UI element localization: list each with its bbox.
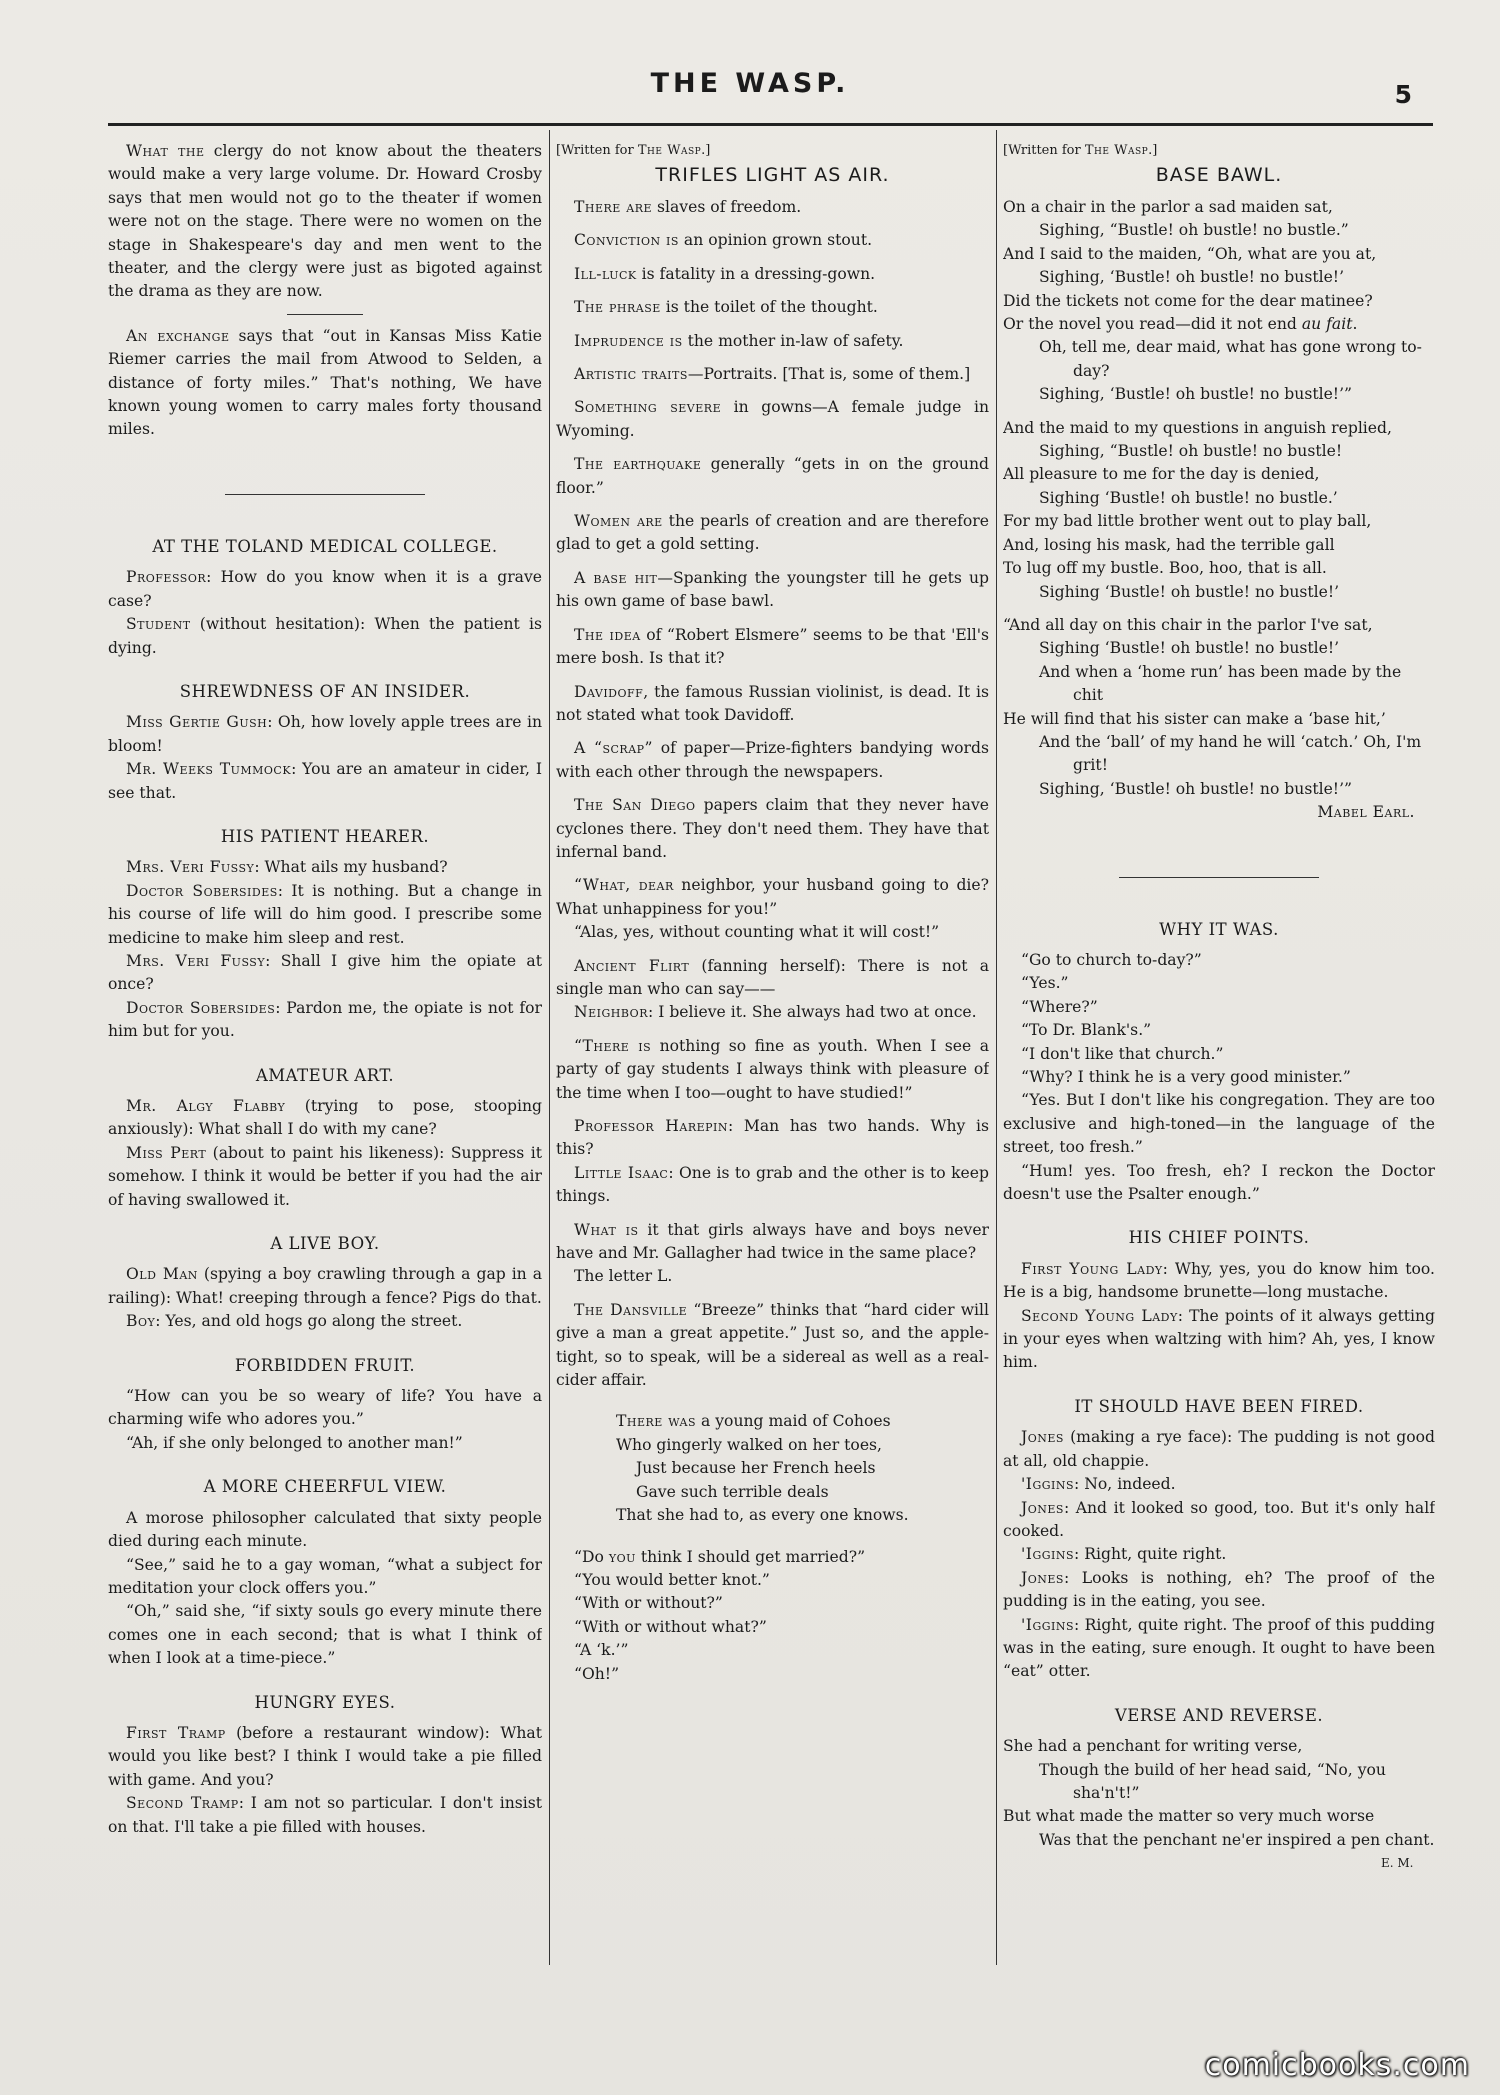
line-text: He will find that his sister can make a ‘base hit,’	[1003, 709, 1386, 728]
speaker: Doctor Sobersides	[126, 881, 278, 900]
spacer	[556, 784, 989, 794]
line-text: : How do you know when it is a grave case?	[108, 568, 542, 610]
speaker: Little Isaac	[574, 1163, 669, 1182]
spacer	[556, 500, 989, 510]
item-text: , the famous Russian violinist, is dead. It is not stated what took Davidoff.	[556, 682, 989, 724]
riddle-text: it that girls always have and boys never have and Mr. Gallagher had twice in the same place?	[556, 1220, 989, 1263]
spacer	[556, 557, 989, 567]
speaker: Jones	[1021, 1568, 1064, 1587]
dialogue-line: “To Dr. Blank's.”	[1021, 1021, 1152, 1040]
line-text: : Looks is nothing, eh? The proof of the pudding is in the eating, you see.	[1003, 1568, 1435, 1611]
item-text: papers claim that they never have cyclones there. They don't need them. They have that infernal band.	[556, 796, 989, 861]
poem-line	[1003, 557, 1435, 580]
speaker: Second Tramp	[126, 1794, 239, 1813]
dialogue-line	[1003, 1567, 1435, 1614]
stanza-break	[1003, 407, 1435, 417]
lead-words: Davidoff	[574, 682, 644, 701]
dialogue-line: “Where?”	[1021, 997, 1098, 1016]
dialogue-line	[108, 613, 542, 660]
line-text: : You are an amateur in cider, I see that.	[108, 760, 542, 802]
line-text: (about to paint his likeness): Suppress it somehow. I think it would be better if you had the air of having swallowed it.	[108, 1143, 542, 1209]
dialogue-line	[556, 955, 989, 1002]
item-text: is the toilet of the thought.	[660, 298, 878, 317]
line-text: (before a restaurant window): What would you like best? I think I would take a pie filled with game. And you?	[108, 1723, 542, 1789]
paragraph-text: clergy do not know about the theaters would make a very large volume. Dr. Howard Crosby says that men would not go to the theater if women were not on the stage. There were no women on the stage in Shakespeare's day and men went to the theater, and the clergy were just as bigoted against the drama as they are now.	[108, 142, 542, 301]
poem-line	[1003, 196, 1435, 219]
line-text: Or the novel you read—did it not end	[1003, 315, 1302, 334]
column-1	[108, 140, 542, 1965]
trifle-item	[556, 196, 989, 219]
lead-words: Ill-luck	[574, 264, 637, 283]
dialogue-line: “I don't like that church.”	[1021, 1044, 1224, 1063]
poem-line	[1003, 731, 1435, 778]
dialogue-line: “Oh!”	[574, 1664, 620, 1683]
spacer	[556, 443, 989, 453]
item-text: the pearls of creation and are therefore glad to get a gold setting.	[556, 512, 989, 554]
speaker: 'Iggins	[1021, 1475, 1075, 1494]
credit-text: [Written for	[1003, 143, 1085, 158]
fired-dialogue	[1003, 1426, 1435, 1683]
heading-patient-hearer: HIS PATIENT HEARER.	[220, 826, 430, 846]
poem-line	[1003, 243, 1435, 266]
speaker: Doctor Sobersides	[126, 998, 276, 1017]
speaker: Mrs. Veri Fussy	[126, 858, 255, 877]
heading-amateur-art: AMATEUR ART.	[255, 1065, 395, 1085]
poem-line	[1003, 290, 1435, 313]
lead-words: The idea	[574, 625, 641, 644]
spacer	[556, 253, 989, 263]
trifle-item	[556, 296, 989, 319]
spacer	[556, 945, 989, 955]
speaker: 'Iggins	[1021, 1545, 1075, 1564]
lead-words: The earthquake	[574, 455, 702, 474]
line-text: : Man has two hands. Why is this?	[556, 1117, 989, 1159]
line-text: : It is nothing. But a change in his course of life will do him good. I prescribe some medicine to make him sleep and rest.	[108, 881, 542, 947]
limerick-line	[616, 1410, 989, 1433]
speaker: First Young Lady	[1021, 1259, 1163, 1278]
lead-words: What the	[126, 142, 205, 160]
spacer	[556, 219, 989, 229]
trifle-item	[556, 737, 989, 784]
credit-text: .]	[701, 143, 711, 158]
limerick-line: Gave such terrible deals	[636, 1482, 829, 1501]
trifle-item	[556, 396, 989, 443]
spacer	[556, 1289, 989, 1299]
dialogue-line	[1003, 1614, 1435, 1684]
line-text: On a chair in the parlor a sad maiden sat,	[1003, 198, 1333, 216]
spacer	[556, 671, 989, 681]
spacer	[556, 1025, 989, 1035]
limerick-line: Who gingerly walked on her toes,	[616, 1435, 883, 1454]
trifle-item	[556, 263, 989, 286]
line-text: (fanning herself): There is not a single man who can say——	[556, 956, 989, 998]
poem-line: She had a penchant for writing verse,	[1003, 1737, 1303, 1756]
paragraph-text: “Breeze” thinks that “hard cider will give a man a great appetite.” Just so, and the apple-tight, so to speak, will be a sidereal as well as a real-cider affair.	[556, 1300, 989, 1390]
line-text: : Oh, how lovely apple trees are in bloom!	[108, 713, 542, 755]
line-text: : Shall I give him the opiate at once?	[108, 951, 542, 994]
trifle-item	[556, 567, 989, 614]
trifle-item	[556, 624, 989, 671]
dialogue-line: “Hum! yes. Too fresh, eh? I reckon the Doctor doesn't use the Psalter enough.”	[1003, 1161, 1435, 1204]
dialogue-line	[556, 1162, 989, 1209]
poem-line	[1003, 534, 1435, 557]
poem-line	[1003, 637, 1435, 660]
poem-line	[1003, 510, 1435, 533]
line-text: Sighing, ‘Bustle! oh bustle! no bustle!’”	[1039, 385, 1353, 404]
paragraph-text: nothing so fine as youth. When I see a party of gay students I always think with pleasure of the time when I too—ought to have studied!”	[556, 1036, 989, 1102]
dialogue-line	[108, 1310, 542, 1333]
masthead-title: THE WASP.	[650, 68, 850, 99]
line-text: : Pardon me, the opiate is not for him but for you.	[108, 998, 542, 1041]
line-text: And the ‘ball’ of my hand he will ‘catch.’ Oh, I'm grit!	[1039, 732, 1422, 775]
dialogue-line	[108, 1792, 542, 1839]
line-text: : The points of it always getting in your eyes when waltzing with him? Ah, yes, I know him.	[1003, 1306, 1435, 1372]
line-text: : Right, quite right. The proof of this pudding was in the eating, sure enough. It ought to have been “eat” otter.	[1003, 1615, 1435, 1681]
dialogue-line	[1003, 1305, 1435, 1375]
section-divider	[225, 494, 425, 495]
heading-forbidden-fruit: FORBIDDEN FRUIT.	[234, 1355, 416, 1375]
speaker: Mrs. Veri Fussy	[126, 951, 266, 970]
riddle	[556, 1219, 989, 1266]
speaker: Professor	[126, 568, 207, 587]
line-text: And the maid to my questions in anguish replied,	[1003, 418, 1392, 437]
trifle-item	[556, 510, 989, 557]
lead-words: A “scrap”	[574, 739, 654, 758]
line-text: All pleasure to me for the day is denied,	[1003, 465, 1320, 484]
dialogue-line	[108, 1142, 542, 1212]
dialogue-line	[556, 1001, 989, 1024]
poem-base-bawl	[1003, 196, 1435, 801]
trifle-item	[556, 794, 989, 864]
italic-phrase: au fait	[1301, 315, 1353, 334]
item-text: is fatality in a dressing-gown.	[636, 264, 876, 283]
spacer	[556, 320, 989, 330]
short-divider	[287, 314, 363, 315]
speaker: Jones	[1021, 1498, 1064, 1517]
lead-words: What is	[574, 1220, 639, 1239]
column-rule-2	[996, 130, 997, 1965]
item-text: of paper—Prize-fighters bandying words with each other through the newspapers.	[556, 739, 989, 781]
paragraph	[556, 1299, 989, 1393]
line-text: : I believe it. She always had two at once.	[648, 1003, 977, 1022]
trifle-item	[556, 330, 989, 353]
line-text: “Do	[574, 1547, 609, 1566]
page-number: 5	[1394, 80, 1412, 109]
byline-credit	[1003, 142, 1435, 160]
dialogue-line	[108, 711, 542, 758]
dialogue-line: “You would better knot.”	[574, 1570, 770, 1589]
limerick-line: That she had to, as every one knows.	[616, 1506, 909, 1525]
spacer	[556, 1209, 989, 1219]
lead-words: Conviction is	[574, 231, 679, 250]
item-text: slaves of freedom.	[652, 198, 802, 216]
line-text: And, losing his mask, had the terrible gall	[1003, 535, 1335, 554]
dialogue-line	[108, 1095, 542, 1142]
column-3	[1003, 140, 1435, 1965]
line-text: And I said to the maiden, “Oh, what are you at,	[1003, 244, 1377, 263]
item-text: of “Robert Elsmere” seems to be that 'Ell's mere bosh. Is that it?	[556, 625, 989, 668]
dialogue-line: “Yes. But I don't like his congregation. They are too exclusive and high-toned—in the language of the street, too fresh.”	[1003, 1091, 1435, 1157]
dialogue-line	[1003, 1473, 1435, 1496]
header-rule	[108, 123, 1433, 126]
spacer	[556, 286, 989, 296]
stanza-break	[1003, 604, 1435, 614]
dialogue-line: “Why? I think he is a very good minister.”	[1021, 1068, 1351, 1086]
line-text: Was that the penchant ne'er inspired a pen chant.	[1039, 1830, 1435, 1849]
dialogue-line	[108, 1263, 542, 1310]
column-2	[556, 140, 989, 1965]
line-text: Sighing ‘Bustle! oh bustle! no bustle!’	[1039, 639, 1340, 658]
poem-line	[1003, 266, 1435, 289]
line-text: : No, indeed.	[1074, 1475, 1176, 1494]
poem-line	[1003, 219, 1435, 242]
heading-toland: AT THE TOLAND MEDICAL COLLEGE.	[152, 536, 498, 556]
line-text: : Why, yes, you do know him too. He is a big, handsome brunette—long mustache.	[1003, 1259, 1435, 1302]
line-text: Sighing ‘Bustle! oh bustle! no bustle.’	[1039, 488, 1338, 507]
speaker: Mr. Weeks Tummock	[126, 760, 292, 779]
dialogue-line	[1003, 1426, 1435, 1473]
lead-words: The phrase	[574, 298, 661, 317]
dialogue-line: “A ‘k.’”	[574, 1641, 629, 1660]
spacer	[556, 386, 989, 396]
lead-words: “What, dear	[574, 876, 674, 895]
line-text: Oh, tell me, dear maid, what has gone wrong to-day?	[1039, 338, 1422, 380]
line-text: : And it looked so good, too. But it's only half cooked.	[1003, 1498, 1435, 1540]
why-dialogue	[1003, 949, 1435, 1206]
heading-live-boy: A LIVE BOY.	[270, 1234, 380, 1254]
line-text: : Right, quite right.	[1074, 1545, 1227, 1564]
line-text: (without hesitation): When the patient is dying.	[108, 615, 542, 657]
item-text: in gowns—A female judge in Wyoming.	[556, 398, 989, 440]
dialogue-line	[108, 566, 542, 613]
heading-hungry-eyes: HUNGRY EYES.	[254, 1692, 396, 1712]
paragraph-text: says that “out in Kansas Miss Katie Riemer carries the mail from Atwood to Selden, a distance of forty miles.” That's nothing, We have known young women to carry males forty thousand miles.	[108, 326, 542, 439]
dialogue-line: “How can you be so weary of life? You have a charming wife who adores you.”	[108, 1387, 542, 1429]
line-text: neighbor, your husband going to die? What unhappiness for you!”	[556, 876, 989, 918]
poem-line	[1003, 336, 1435, 383]
line-text: (making a rye face): The pudding is not good at all, old chappie.	[1003, 1428, 1435, 1470]
column-rule-1	[549, 130, 550, 1965]
exchange-paragraph	[108, 325, 542, 442]
line-text: a young maid of Cohoes	[696, 1412, 891, 1431]
poem-line	[1003, 581, 1435, 604]
speaker: Student	[126, 615, 191, 634]
line-text: Did the tickets not come for the dear matinee?	[1003, 291, 1373, 310]
lead-words: There are	[574, 198, 653, 216]
trifle-item	[556, 453, 989, 500]
spacer	[556, 727, 989, 737]
line-text: Sighing ‘Bustle! oh bustle! no bustle!’	[1039, 582, 1340, 601]
speaker: Professor Harepin	[574, 1117, 729, 1135]
heading-chief-points: HIS CHIEF POINTS.	[1128, 1228, 1310, 1248]
poem-line	[1003, 383, 1435, 406]
lead-words: The Dansville	[574, 1300, 688, 1319]
spacer	[556, 864, 989, 874]
poem-line	[1003, 778, 1435, 801]
line-text: (spying a boy crawling through a gap in a railing): What! creeping through a fence? Pigs do that.	[108, 1265, 542, 1307]
line-text: Sighing, “Bustle! oh bustle! no bustle.”	[1039, 221, 1349, 240]
lead-words: An exchange	[126, 326, 230, 345]
item-text: the mother in-law of safety.	[682, 331, 904, 350]
dialogue-line: “With or without?”	[574, 1594, 723, 1613]
dialogue-line	[556, 1546, 989, 1569]
poem-signature: Mabel Earl.	[1317, 803, 1415, 822]
trifle-item	[556, 363, 989, 386]
paragraph: A morose philosopher calculated that sixty people died during each minute.	[108, 1508, 542, 1551]
dialogue-line	[108, 856, 542, 879]
trifles-list	[556, 196, 989, 874]
spacer	[556, 1392, 989, 1410]
dialogue-line	[556, 874, 989, 921]
heading-why-it-was: WHY IT WAS.	[1159, 919, 1279, 939]
poem-line	[1003, 708, 1435, 731]
dialogue-line	[1003, 1543, 1435, 1566]
poem-line	[1003, 487, 1435, 510]
speaker: Ancient Flirt	[574, 956, 690, 975]
lead-words: A base hit	[574, 568, 658, 587]
line-text: Sighing, “Bustle! oh bustle! no bustle!	[1039, 442, 1343, 461]
credit-name: The Wasp	[637, 143, 702, 158]
poem-line	[1003, 440, 1435, 463]
speaker: Miss Gertie Gush	[126, 713, 268, 732]
item-text: —Portraits. [That is, some of them.]	[687, 365, 971, 384]
dialogue-line	[108, 950, 542, 997]
item-text: generally “gets in on the ground floor.”	[556, 455, 989, 497]
dialogue-line: “Alas, yes, without counting what it will cost!”	[574, 923, 940, 942]
lead-words: There was	[616, 1412, 697, 1431]
line-text: : What ails my husband?	[254, 858, 448, 877]
lead-words: Imprudence is	[574, 331, 683, 350]
riddle-answer: The letter L.	[574, 1267, 673, 1286]
paragraph: “Oh,” said she, “if sixty souls go every minute there comes one in each second; that is what I think of when I look at a time-piece.”	[108, 1602, 542, 1668]
theater-paragraph	[108, 140, 542, 304]
line-text: .	[1352, 315, 1358, 334]
poem-line	[1003, 417, 1435, 440]
poem-line	[1003, 661, 1435, 708]
line-text: To lug off my bustle. Boo, hoo, that is all.	[1003, 559, 1327, 578]
line-text: (trying to pose, stooping anxiously): What shall I do with my cane?	[108, 1097, 542, 1139]
lead-words: “There is	[574, 1036, 652, 1055]
credit-name: The Wasp	[1084, 143, 1149, 158]
line-text: : I am not so particular. I don't insist on that. I'll take a pie filled with houses.	[108, 1794, 542, 1836]
line-text: And when a ‘home run’ has been made by the chit	[1039, 662, 1402, 705]
dialogue-line: “Yes.”	[1021, 974, 1069, 993]
heading-cheerful-view: A MORE CHEERFUL VIEW.	[203, 1477, 447, 1497]
speaker: Neighbor	[574, 1003, 648, 1022]
byline-credit	[556, 142, 989, 160]
speaker: Boy	[126, 1312, 156, 1331]
limerick	[556, 1410, 989, 1527]
speaker: Second Young Lady	[1021, 1306, 1178, 1325]
emphasis: you	[608, 1547, 636, 1566]
heading-shrewdness: SHREWDNESS OF AN INSIDER.	[179, 681, 471, 701]
speaker: 'Iggins	[1021, 1615, 1075, 1634]
spacer	[556, 614, 989, 624]
poem-line	[1003, 1829, 1435, 1871]
speaker: Miss Pert	[126, 1143, 207, 1162]
poem-line: Though the build of her head said, “No, you sha'n't!”	[1039, 1760, 1386, 1802]
credit-text: [Written for	[556, 143, 638, 158]
spacer	[556, 1528, 989, 1546]
trifle-item	[556, 229, 989, 252]
line-text: Sighing, ‘Bustle! oh bustle! no bustle!’”	[1039, 779, 1353, 798]
article-title-base-bawl: BASE BAWL.	[1155, 164, 1283, 186]
dialogue-line: “Ah, if she only belonged to another man!”	[126, 1433, 463, 1452]
verse-signature: E. M.	[1381, 1856, 1414, 1871]
speaker: Mr. Algy Flabby	[126, 1097, 286, 1115]
line-text: : Yes, and old hogs go along the street.	[155, 1312, 463, 1331]
section-divider	[1119, 877, 1319, 878]
poem-verse-reverse	[1003, 1735, 1435, 1871]
trifle-item	[556, 681, 989, 728]
spacer	[556, 353, 989, 363]
heading-fired: IT SHOULD HAVE BEEN FIRED.	[1074, 1396, 1364, 1416]
line-text: think I should get married?”	[635, 1547, 866, 1566]
item-text: —Spanking the youngster till he gets up his own game of base bawl.	[556, 568, 989, 611]
speaker: Jones	[1021, 1428, 1064, 1447]
dialogue-line	[1003, 1258, 1435, 1305]
credit-text: .]	[1148, 143, 1158, 158]
lead-words: Something severe	[574, 398, 722, 417]
spacer	[556, 1105, 989, 1115]
dialogue-line	[556, 1115, 989, 1162]
line-text: Sighing, ‘Bustle! oh bustle! no bustle!’	[1039, 268, 1345, 287]
article-title-trifles: TRIFLES LIGHT AS AIR.	[655, 164, 890, 186]
heading-verse-reverse: VERSE AND REVERSE.	[1114, 1705, 1324, 1725]
speaker: First Tramp	[126, 1723, 226, 1742]
dialogue-line	[108, 880, 542, 950]
watermark-logo: comicbooks.com	[1204, 2048, 1470, 2083]
dialogue-line	[108, 758, 542, 805]
lead-words: The San Diego	[574, 796, 696, 815]
dialogue-line	[108, 1722, 542, 1792]
lead-words: Women are	[574, 512, 663, 531]
item-text: an opinion grown stout.	[678, 231, 873, 250]
paragraph	[556, 1035, 989, 1105]
poem-line	[1003, 313, 1435, 336]
dialogue-line: “With or without what?”	[574, 1617, 767, 1636]
poem-line: But what made the matter so very much worse	[1003, 1807, 1375, 1826]
line-text: For my bad little brother went out to play ball,	[1003, 512, 1372, 531]
dialogue-line	[1003, 1497, 1435, 1544]
lead-words: Artistic traits	[574, 365, 688, 384]
dialogue-line	[108, 997, 542, 1044]
line-text: : One is to grab and the other is to keep things.	[556, 1163, 989, 1206]
dialogue-line: “Go to church to-day?”	[1021, 950, 1202, 969]
paragraph: “See,” said he to a gay woman, “what a subject for meditation your clock offers you.”	[108, 1555, 542, 1597]
limerick-line: Just because her French heels	[636, 1459, 876, 1478]
poem-line	[1003, 463, 1435, 486]
line-text: “And all day on this chair in the parlor I've sat,	[1003, 615, 1373, 634]
poem-line	[1003, 614, 1435, 637]
speaker: Old Man	[126, 1265, 198, 1284]
